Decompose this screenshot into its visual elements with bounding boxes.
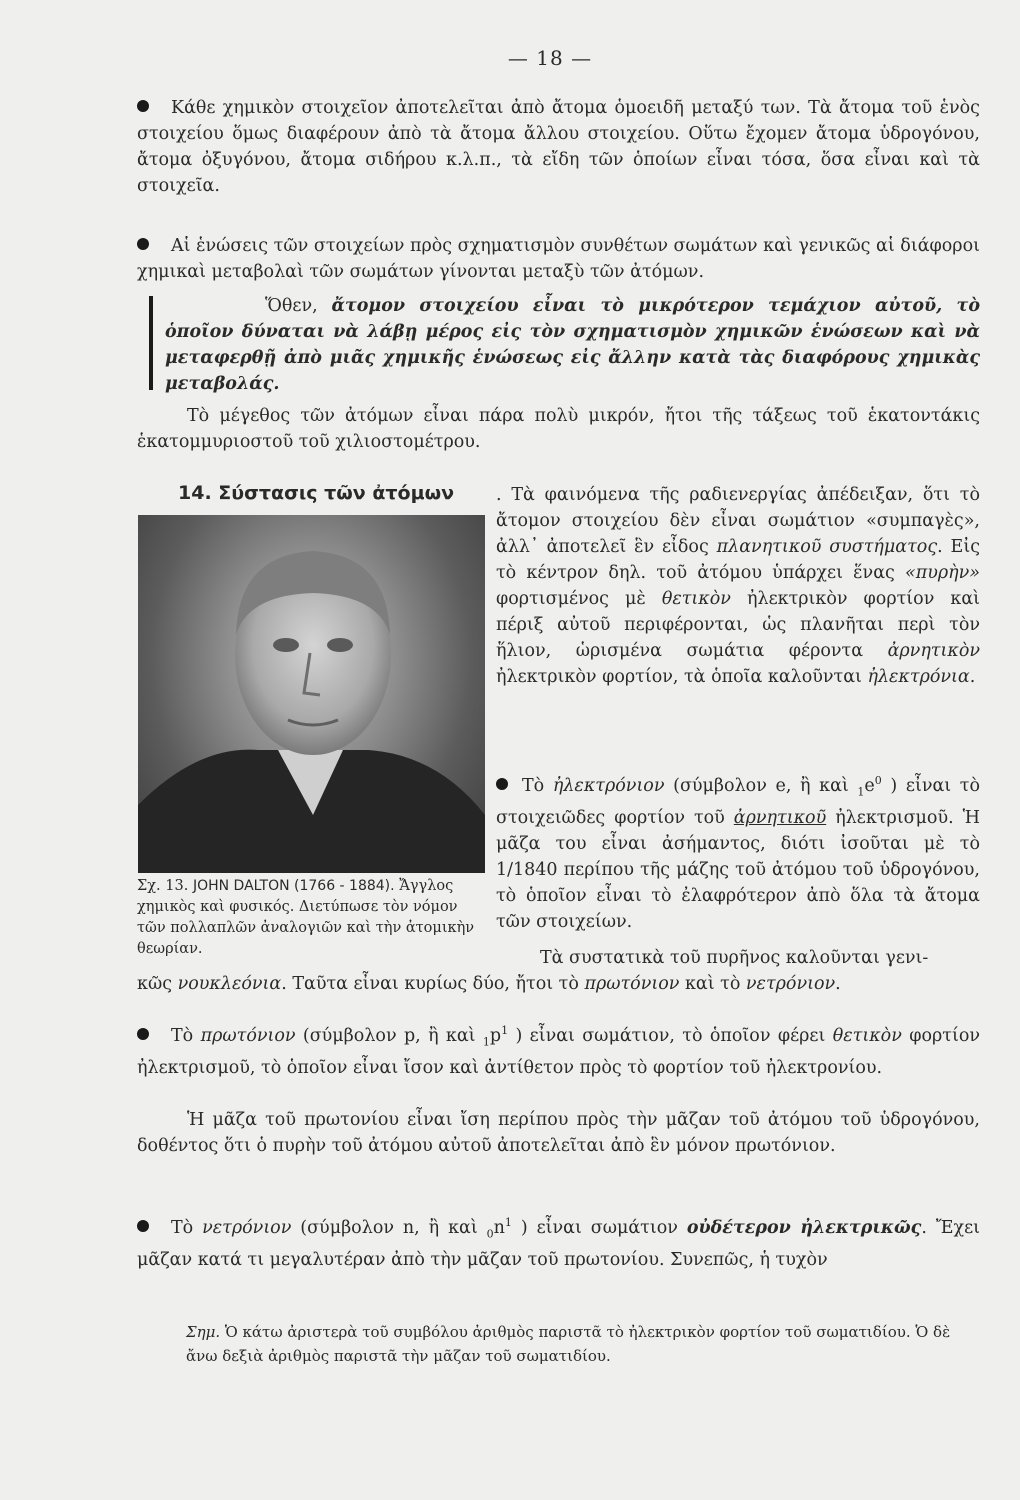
footnote: Σημ. Ὁ κάτω ἀριστερὰ τοῦ συμβόλου ἀριθμὸς παριστᾶ τὸ ἠλεκτρικὸν φορτίον τοῦ σωματιδίου. Ὁ δὲ ἄνω δεξιὰ ἀριθμὸς παριστᾶ τὴν μᾶζαν τοῦ σωματιδίου. (186, 1323, 951, 1365)
paragraph-electron: Τὸ ἠλεκτρόνιον (σύμβολον e, ἢ καὶ $_1e^0$ ) εἶναι τὸ στοιχειῶδες φορτίον τοῦ ἀρνητικοῦ ἠλεκτρισμοῦ. Ἡ μᾶζα του εἶναι ἀσήμαντος, διότι ἰσοῦται μὲ τὸ 1/1840 περίπου τῆς μάζης τοῦ ἀτόμου τοῦ ὑδρογόνου, τὸ ὁποῖον εἶναι τὸ ἐλαφρότερον ἀπὸ ὅλα τὰ ἄτομα τῶν στοιχείων. (496, 774, 980, 933)
paragraph-structure: . Τὰ φαινόμενα τῆς ραδιενεργίας ἀπέδειξαν, ὅτι τὸ ἄτομον στοιχείου δὲν εἶναι σωμάτιον «συμπαγὲς», ἀλλ᾽ ἀποτελεῖ ἓν εἶδος πλανητικοῦ συστήματος. Εἰς τὸ κέντρον δηλ. τοῦ ἀτόμου ὑπάρχει ἕνας «πυρὴν» φορτισμένος μὲ θετικὸν ἠλεκτρικὸν φορτίον καὶ πέριξ αὐτοῦ περιφέρονται, ὡς πλανῆται περὶ τὸν ἥλιον, ὡρισμένα σωμάτια φέροντα ἀρνητικὸν ἠλεκτρικὸν φορτίον, τὰ ὁποῖα καλοῦνται ἠλεκτρόνια. (496, 485, 981, 687)
portrait-illustration (138, 515, 485, 873)
paragraph-compounds: Αἱ ἑνώσεις τῶν στοιχείων πρὸς σχηματισμὸν συνθέτων σωμάτων καὶ γενικῶς αἱ διάφοροι χημικαὶ μεταβολαὶ τῶν σωμάτων γίνονται μεταξὺ τῶν ἀτόμων. (137, 236, 980, 282)
bullet-icon (137, 1220, 149, 1232)
section-heading: 14. Σύστασις τῶν ἀτόμων (178, 482, 455, 504)
figure-caption: Σχ. 13. JOHN DALTON (1766 - 1884). Ἄγγλος χημικὸς καὶ φυσικός. Διετύπωσε τὸν νόμον τῶν πολλαπλῶν ἀναλογιῶν καὶ τὴν ἀτομικὴν θεωρίαν. (137, 878, 475, 957)
paragraph-neutron: Τὸ νετρόνιον (σύμβολον n, ἢ καὶ $_0n^1$ ) εἶναι σωμάτιον οὐδέτερον ἠλεκτρικῶς. Ἔχει μᾶζαν κατά τι μεγαλυτέραν ἀπὸ τὴν μᾶζαν τοῦ πρωτονίου. Συνεπῶς, ἡ τυχὸν (137, 1216, 980, 1271)
paragraph-proton-mass: Ἡ μᾶζα τοῦ πρωτονίου εἶναι ἴση περίπου πρὸς τὴν μᾶζαν τοῦ ἀτόμου τοῦ ὑδρογόνου, δοθέντος ὅτι ὁ πυρὴν τοῦ ἀτόμου αὐτοῦ ἀποτελεῖται ἀπὸ ἓν μόνον πρωτόνιον. (137, 1110, 980, 1156)
paragraph-atom-definition: Ὅθεν, ἄτομον στοιχείου εἶναι τὸ μικρότερον τεμάχιον αὐτοῦ, τὸ ὁποῖον δύναται νὰ λάβῃ μέρος εἰς τὸν σχηματισμὸν χημικῶν ἑνώσεων καὶ νὰ μεταφερθῇ ἀπὸ μιᾶς χημικῆς ἑνώσεως εἰς ἄλλην κατὰ τὰς διαφόρους χημικὰς μεταβολάς. (165, 296, 981, 394)
paragraph-proton: Τὸ πρωτόνιον (σύμβολον p, ἢ καὶ $_1p^1$ ) εἶναι σωμάτιον, τὸ ὁποῖον φέρει θετικὸν φορτίον ἠλεκτρισμοῦ, τὸ ὁποῖον εἶναι ἴσον καὶ ἀντίθετον πρὸς τὸ φορτίον τοῦ ἠλεκτρονίου. (137, 1024, 980, 1079)
paragraph-atom-size: Τὸ μέγεθος τῶν ἀτόμων εἶναι πάρα πολὺ μικρόν, ἤτοι τῆς τάξεως τοῦ ἑκατοντάκις ἑκατομμυριοστοῦ τοῦ χιλιοστομέτρου. (137, 406, 980, 452)
bullet-icon (496, 778, 508, 790)
dalton-portrait (138, 515, 485, 873)
bullet-icon (137, 100, 149, 112)
highlight-bar (149, 296, 153, 390)
bullet-icon (137, 238, 149, 250)
page-number: — 18 — (507, 46, 593, 70)
bullet-icon (137, 1028, 149, 1040)
paragraph-nucleons: κῶς νουκλεόνια. Ταῦτα εἶναι κυρίως δύο, ἤτοι τὸ πρωτόνιον καὶ τὸ νετρόνιον. (137, 974, 841, 994)
paragraph-elements: Κάθε χημικὸν στοιχεῖον ἀποτελεῖται ἀπὸ ἄτομα ὁμοειδῆ μεταξύ των. Τὰ ἄτομα τοῦ ἑνὸς στοιχείου ὅμως διαφέρουν ἀπὸ τὰ ἄτομα ἄλλου στοιχείου. Οὕτω ἔχομεν ἄτομα ὑδρογόνου, ἄτομα ὀξυγόνου, ἄτομα σιδήρου κ.λ.π., τὰ εἴδη τῶν ὁποίων εἶναι τόσα, ὅσα εἶναι καὶ τὰ στοιχεῖα. (137, 98, 980, 196)
paragraph-nucleons-start: Τὰ συστατικὰ τοῦ πυρῆνος καλοῦνται γενι- (540, 948, 929, 968)
